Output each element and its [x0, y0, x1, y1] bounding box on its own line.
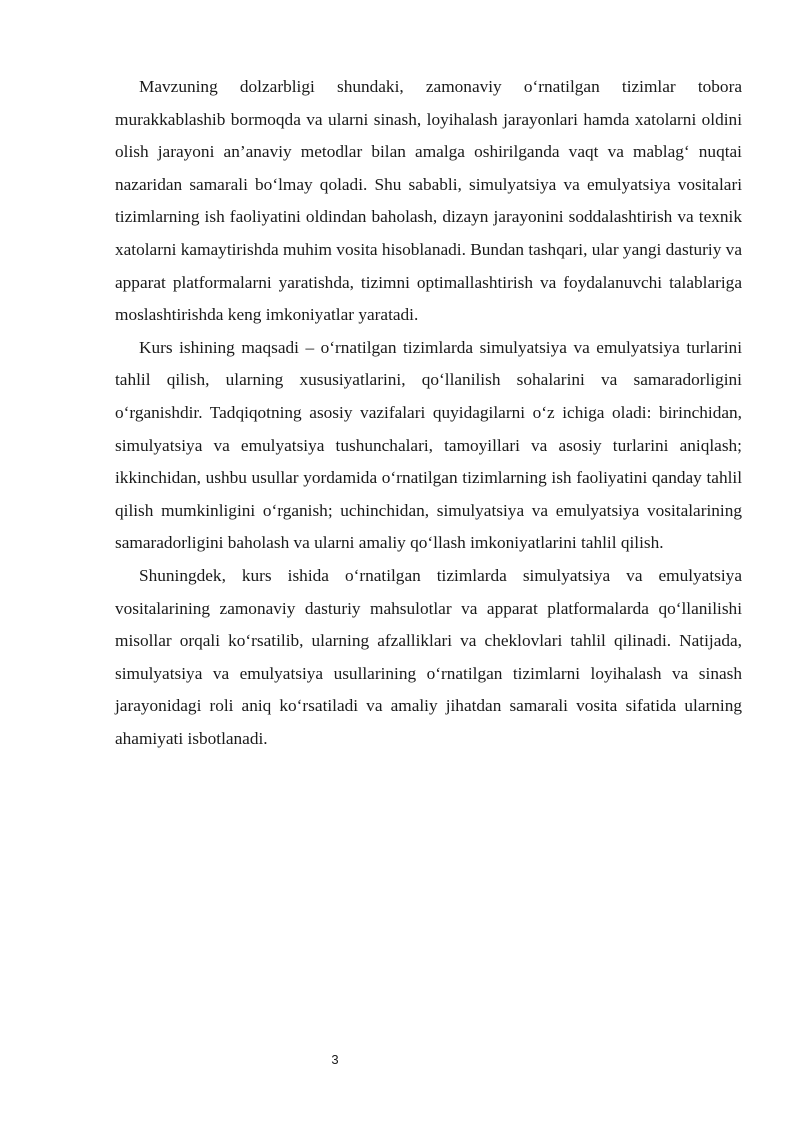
paragraph-summary: Shuningdek, kurs ishida o‘rnatilgan tizimlarda simulyatsiya va emulyatsiya vositalarining zamonaviy dasturiy mahsulotlar va apparat platformalarda qo‘llanilishi misollar orqali ko‘rsatilib, ularning afzalliklari va cheklovlari tahlil qilinadi. Natijada, simulyatsiya va emulyatsiya usullarining o‘rnatilgan tizimlarni loyihalash va sinash jarayonidagi roli aniq ko‘rsatiladi va amaliy jihatdan samarali vosita sifatida ularning ahamiyati isbotlanadi. — [115, 565, 742, 748]
body-text — [115, 71, 742, 755]
paragraph-relevance: Mavzuning dolzarbligi shundaki, zamonaviy o‘rnatilgan tizimlar tobora murakkablashib bormoqda va ularni sinash, loyihalash jarayonlari hamda xatolarni oldini olish jarayoni an’anaviy metodlar bilan amalga oshirilganda vaqt va mablag‘ nuqtai nazaridan samarali bo‘lmay qoladi. Shu sababli, simulyatsiya va emulyatsiya vositalari tizimlarning ish faoliyatini oldindan baholash, dizayn jarayonini soddalashtirish va texnik xatolarni kamaytirishda muhim vosita hisoblanadi. Bundan tashqari, ular yangi dasturiy va apparat platformalarni yaratishda, tizimni optimallashtirish va foydalanuvchi talablariga moslashtirishda keng imkoniyatlar yaratadi. — [115, 77, 742, 325]
paragraph-goal: Kurs ishining maqsadi – o‘rnatilgan tizimlarda simulyatsiya va emulyatsiya turlarini tahlil qilish, ularning xususiyatlarini, qo‘llanilish sohalarini va samaradorligini o‘rganishdir. Tadqiqotning asosiy vazifalari quyidagilarni o‘z ichiga oladi: birinchidan, simulyatsiya va emulyatsiya tushunchalari, tamoyillari va asosiy turlarini aniqlash; ikkinchidan, ushbu usullar yordamida o‘rnatilgan tizimlarning ish faoliyatini qanday tahlil qilish mumkinligini o‘rganish; uchinchidan, simulyatsiya va emulyatsiya vositalarining samaradorligini baholash va ularni amaliy qo‘llash imkoniyatlarini tahlil qilish. — [115, 337, 742, 553]
page-number: 3 — [331, 1052, 339, 1067]
